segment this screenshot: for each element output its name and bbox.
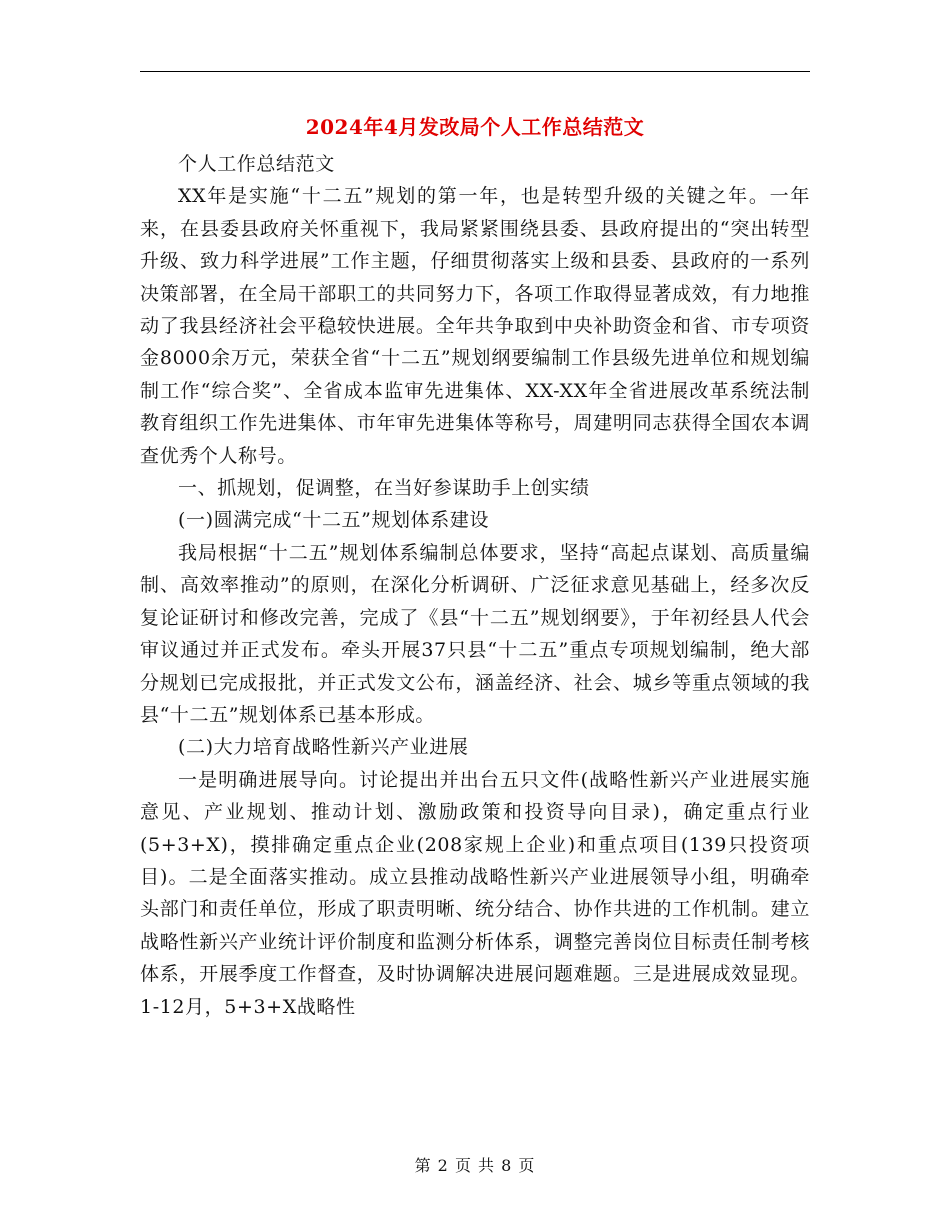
paragraph-planning: 我局根据“十二五”规划体系编制总体要求，坚持“高起点谋划、高质量编制、高效率推动”的原则，在深化分析调研、广泛征求意见基础上，经多次反复论证研讨和修改完善，完成了《县“十二五”规划纲要》，于年初经县人代会审议通过并正式发布。牵头开展37只县“十二五”重点专项规划编制，绝大部分规划已完成报批，并正式发文公布，涵盖经济、社会、城乡等重点领域的我县“十二五”规划体系已基本形成。 (140, 541, 810, 726)
header-rule (140, 71, 810, 72)
document-body (140, 148, 810, 1023)
paragraph-subtitle: 个人工作总结范文 (178, 153, 335, 175)
section-heading-1: 一、抓规划，促调整，在当好参谋助手上创实绩 (178, 477, 590, 500)
subsection-heading-1: (一)圆满完成“十二五”规划体系建设 (178, 509, 490, 532)
document-title: 2024年4月发改局个人工作总结范文 (305, 115, 645, 139)
page-number-footer: 第 2 页 共 8 页 (414, 1156, 536, 1175)
subsection-heading-2: (二)大力培育战略性新兴产业进展 (178, 736, 469, 759)
paragraph-industry: 一是明确进展导向。讨论提出并出台五只文件(战略性新兴产业进展实施意见、产业规划、推动计划、激励政策和投资导向目录)，确定重点行业(5+3+X)，摸排确定重点企业(208家规上企业)和重点项目(139只投资项目)。二是全面落实推动。成立县推动战略性新兴产业进展领导小组，明确牵头部门和责任单位，形成了职责明晰、统分结合、协作共进的工作机制。建立战略性新兴产业统计评价制度和监测分析体系，调整完善岗位目标责任制考核体系，开展季度工作督查，及时协调解决进展问题难题。三是进展成效显现。1-12月，5+3+X战略性 (140, 768, 810, 1018)
paragraph-intro: XX年是实施“十二五”规划的第一年，也是转型升级的关键之年。一年来，在县委县政府关怀重视下，我局紧紧围绕县委、县政府提出的“突出转型升级、致力科学进展”工作主题，仔细贯彻落实上级和县委、县政府的一系列决策部署，在全局干部职工的共同努力下，各项工作取得显著成效，有力地推动了我县经济社会平稳较快进展。全年共争取到中央补助资金和省、市专项资金8000余万元，荣获全省“十二五”规划纲要编制工作县级先进单位和规划编制工作“综合奖”、全省成本监审先进集体、XX-XX年全省进展改革系统法制教育组织工作先进集体、市年审先进集体等称号，周建明同志获得全国农本调查优秀个人称号。 (140, 185, 810, 467)
